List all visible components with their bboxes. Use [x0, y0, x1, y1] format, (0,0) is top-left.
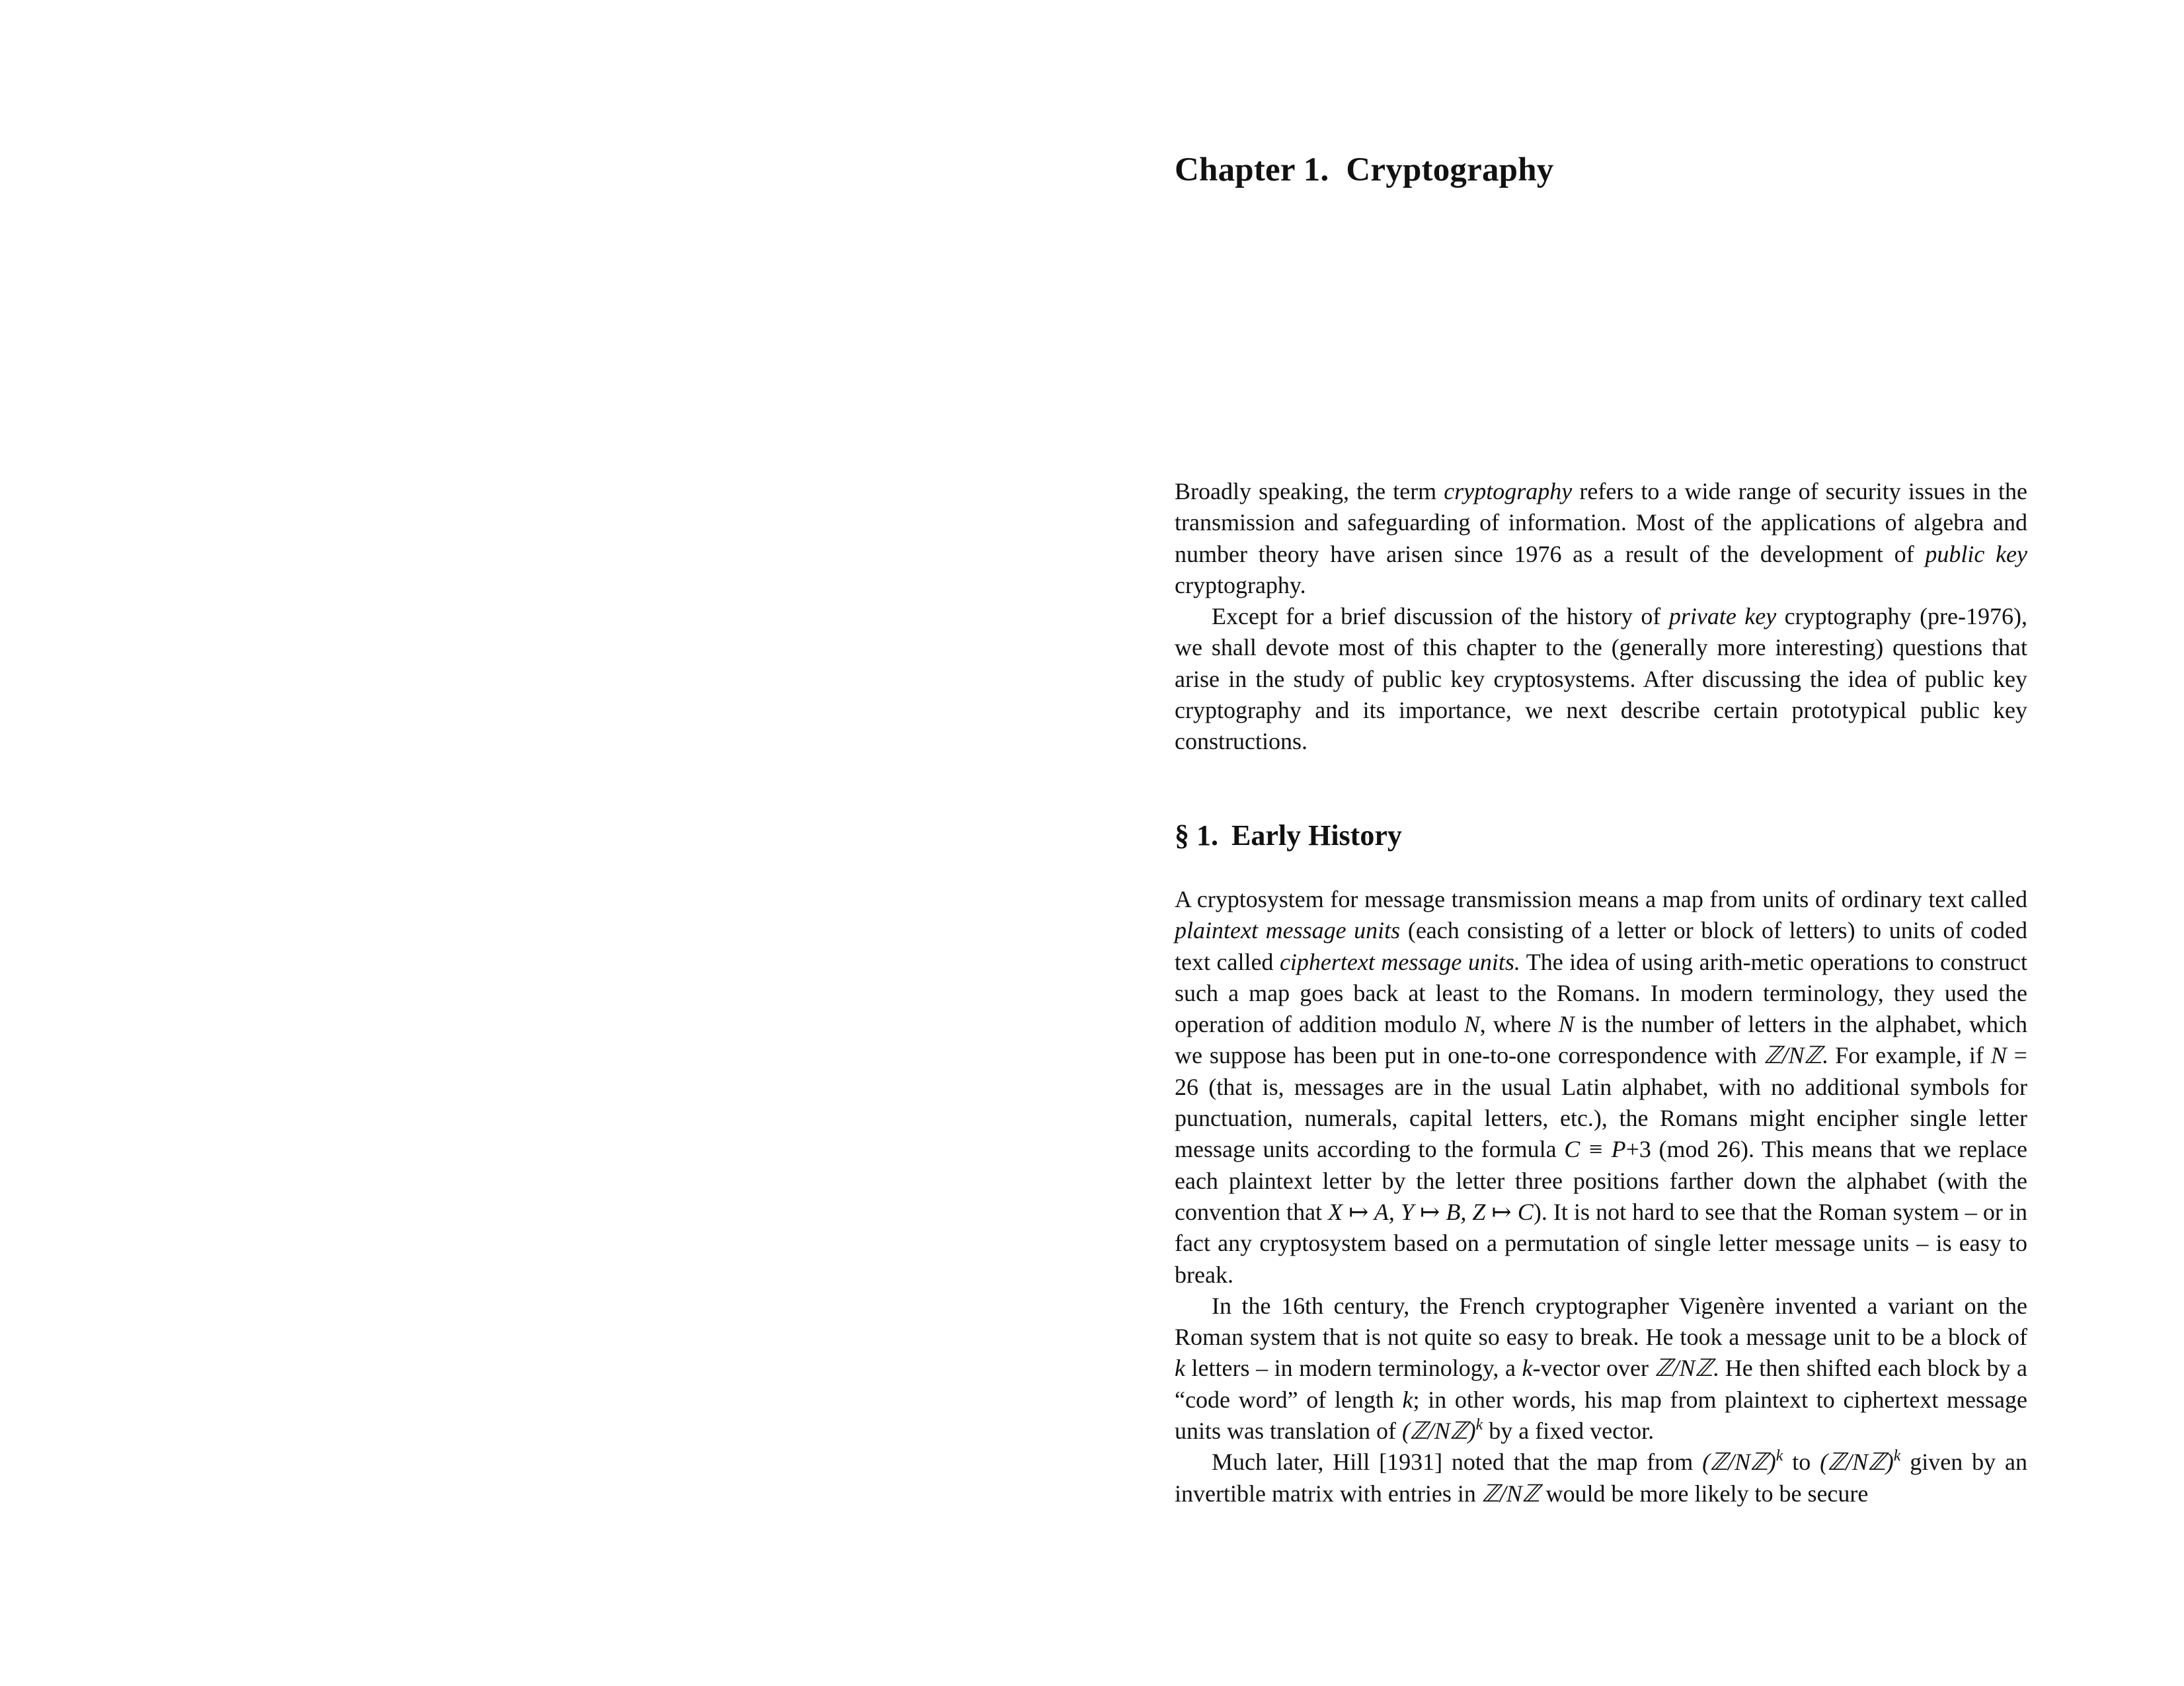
section-number: § 1.	[1175, 819, 1218, 852]
intro-paragraph-1: Broadly speaking, the term cryptography refers to a wide range of security issues in the transmission and safeguarding of information. Most of the applications of algebra and number theory have arisen since 1976 as a result of the development of public key cryptography.	[1175, 478, 2028, 598]
term-public-key: public key	[1925, 540, 2028, 567]
section-body	[1175, 884, 2027, 1509]
chapter-title: Cryptography	[1346, 151, 1554, 188]
right-page	[1092, 0, 2184, 1686]
section-paragraph-1: A cryptosystem for message transmission means a map from units of ordinary text called plaintext message units (each consisting of a letter or block of letters) to units of coded text called ciphertext message units. The idea of using arith-metic operations to construct such a map goes back at least to the Romans. In modern terminology, they used the operation of addition modulo N, where N is the number of letters in the alphabet, which we suppose has been put in one-to-one correspondence with ℤ/Nℤ. For example, if N = 26 (that is, messages are in the usual Latin alphabet, with no additional symbols for punctuation, numerals, capital letters, etc.), the Romans might encipher single letter message units according to the formula C ≡ P+3 (mod 26). This means that we replace each plaintext letter by the letter three positions farther down the alphabet (with the convention that X ↦ A, Y ↦ B, Z ↦ C). It is not hard to see that the Roman system – or in fact any cryptosystem based on a permutation of single letter message units – is easy to break.	[1175, 886, 2028, 1288]
math-mapping: X ↦ A, Y ↦ B, Z ↦ C	[1328, 1198, 1534, 1225]
intro-paragraph-2: Except for a brief discussion of the history of private key cryptography (pre-1976), we shall devote most of this chapter to the (generally more interesting) questions that arise in the study of public key cryptosystems. After discussing the idea of public key cryptography and its importance, we next describe certain prototypical public key constructions.	[1175, 603, 2027, 755]
section-paragraph-2: In the 16th century, the French cryptographer Vigenère invented a variant on the Roman system that is not quite so easy to break. He took a message unit to be a block of k letters – in modern terminology, a k-vector over ℤ/Nℤ. He then shifted each block by a “code word” of length k; in other words, his map from plaintext to ciphertext message units was translation of (ℤ/Nℤ)$^k$ by a fixed vector.	[1175, 1292, 2027, 1445]
term-cryptography: cryptography	[1444, 478, 1573, 504]
chapter-number: Chapter 1.	[1175, 151, 1329, 188]
section-heading	[1175, 819, 1402, 852]
section-title: Early History	[1231, 819, 1402, 852]
math-formula: C ≡ P	[1564, 1136, 1626, 1163]
math-z-mod-n: ℤ/Nℤ	[1764, 1042, 1822, 1069]
term-private-key: private key	[1668, 603, 1777, 630]
chapter-intro	[1175, 476, 2027, 758]
chapter-heading	[1175, 151, 1553, 189]
section-paragraph-3: Much later, Hill [1931] noted that the map from (ℤ/Nℤ)$^k$ to (ℤ/Nℤ)$^k$ given by an invertible matrix with entries in ℤ/Nℤ would be more likely to be secure	[1175, 1447, 2027, 1507]
